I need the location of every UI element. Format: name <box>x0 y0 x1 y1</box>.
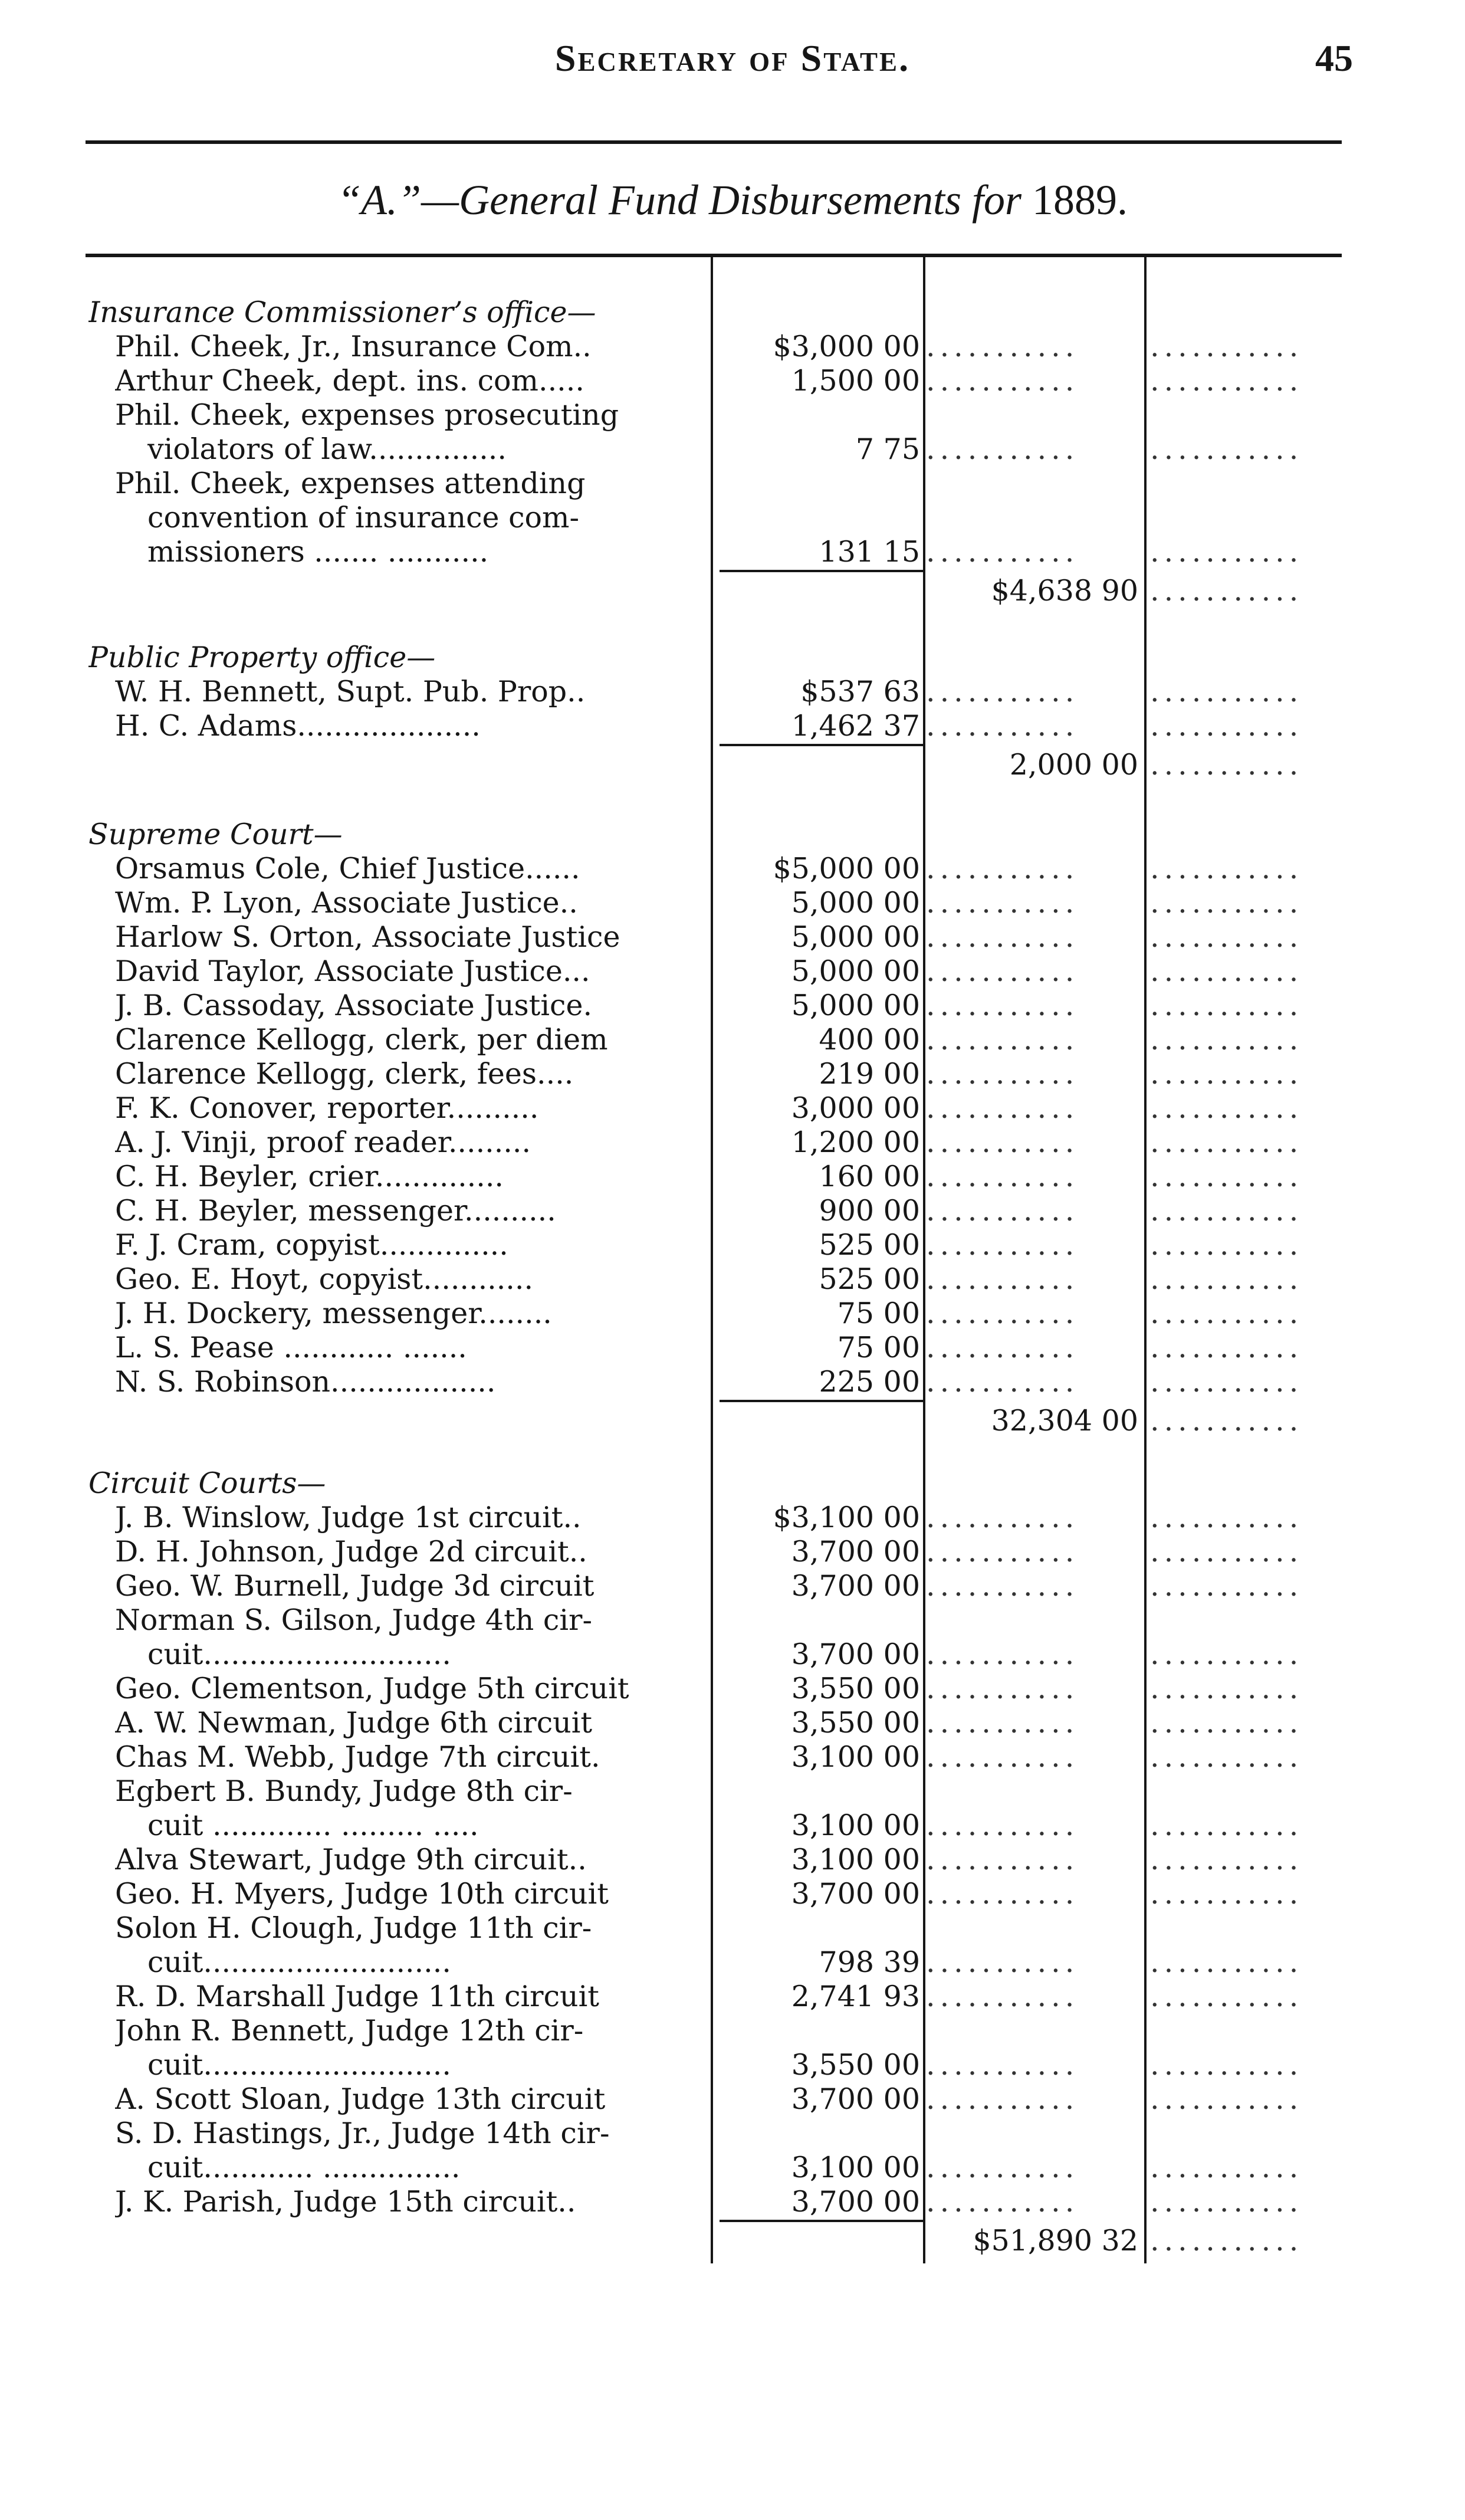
page-number: 45 <box>1315 37 1353 79</box>
leader-dots: ........... <box>1150 1262 1303 1296</box>
section-total: $51,890 32 <box>973 2224 1138 2258</box>
leader-dots: ........... <box>1150 748 1303 782</box>
section-heading: Circuit Courts— <box>88 1466 326 1500</box>
subtotal-rule <box>720 570 923 572</box>
line-item-amount: 3,700 00 <box>791 2185 920 2219</box>
line-item-description: cuit ............. ......... ..... <box>147 1809 479 1842</box>
line-item-description: missioners ....... ........... <box>147 535 489 569</box>
leader-dots: ........... <box>926 2151 1079 2184</box>
line-item-description: C. H. Beyler, messenger.......... <box>115 1194 556 1228</box>
leader-dots: ........... <box>1150 2151 1303 2184</box>
leader-dots: ........... <box>926 1877 1079 1911</box>
leader-dots: ........... <box>926 1194 1079 1228</box>
line-item-amount: 3,550 00 <box>791 1672 920 1705</box>
line-item-amount: 5,000 00 <box>791 920 920 954</box>
line-item-description: N. S. Robinson.................. <box>115 1365 496 1399</box>
leader-dots: ........... <box>926 1569 1079 1603</box>
leader-dots: ........... <box>1150 535 1303 569</box>
section-heading: Public Property office— <box>88 641 436 674</box>
line-item-description: R. D. Marshall Judge 11th circuit <box>115 1980 599 2013</box>
line-item-amount: 131 15 <box>819 535 920 569</box>
line-item-description: H. C. Adams.................... <box>115 709 481 743</box>
leader-dots: ........... <box>1150 1638 1303 1671</box>
line-item-amount: 75 00 <box>837 1331 920 1364</box>
leader-dots: ........... <box>926 989 1079 1022</box>
leader-dots: ........... <box>1150 2082 1303 2116</box>
leader-dots: ........... <box>1150 954 1303 988</box>
leader-dots: ........... <box>926 364 1079 398</box>
leader-dots: ........... <box>1150 1535 1303 1569</box>
line-item-description: Solon H. Clough, Judge 11th cir- <box>115 1911 592 1945</box>
line-item-description: cuit........................... <box>147 1945 451 1979</box>
leader-dots: ........... <box>1150 1194 1303 1228</box>
line-item-description: A. J. Vinji, proof reader......... <box>115 1126 531 1159</box>
caption-text: “A.”—General Fund Disbursements for <box>337 176 1032 224</box>
line-item-description: A. W. Newman, Judge 6th circuit <box>115 1706 593 1740</box>
leader-dots: ........... <box>926 1091 1079 1125</box>
leader-dots: ........... <box>1150 1980 1303 2013</box>
section-heading: Insurance Commissioner’s office— <box>88 296 596 329</box>
leader-dots: ........... <box>1150 330 1303 363</box>
line-item-amount: 7 75 <box>855 432 920 466</box>
line-item-description: Phil. Cheek, expenses attending <box>115 467 586 500</box>
leader-dots: ........... <box>1150 1809 1303 1842</box>
leader-dots: ........... <box>1150 2185 1303 2219</box>
column-rule <box>923 254 925 2263</box>
leader-dots: ........... <box>926 535 1079 569</box>
line-item-amount: 3,700 00 <box>791 1638 920 1671</box>
line-item-amount: 3,700 00 <box>791 1569 920 1603</box>
leader-dots: ........... <box>1150 1877 1303 1911</box>
line-item-description: D. H. Johnson, Judge 2d circuit.. <box>115 1535 587 1569</box>
leader-dots: ........... <box>1150 2224 1303 2258</box>
leader-dots: ........... <box>926 886 1079 920</box>
leader-dots: ........... <box>1150 1331 1303 1364</box>
line-item-description: Orsamus Cole, Chief Justice...... <box>115 852 580 885</box>
leader-dots: ........... <box>926 1331 1079 1364</box>
line-item-description: L. S. Pease ............ ....... <box>115 1331 467 1364</box>
line-item-amount: 5,000 00 <box>791 989 920 1022</box>
leader-dots: ........... <box>926 675 1079 708</box>
leader-dots: ........... <box>1150 432 1303 466</box>
line-item-description: Geo. W. Burnell, Judge 3d circuit <box>115 1569 594 1603</box>
line-item-amount: 3,100 00 <box>791 1809 920 1842</box>
line-item-description: Geo. Clementson, Judge 5th circuit <box>115 1672 629 1705</box>
leader-dots: ........... <box>926 1740 1079 1774</box>
line-item-description: violators of law............... <box>147 432 507 466</box>
line-item-description: Clarence Kellogg, clerk, fees.... <box>115 1057 574 1091</box>
line-item-description: Norman S. Gilson, Judge 4th cir- <box>115 1603 593 1637</box>
line-item-description: Geo. E. Hoyt, copyist............ <box>115 1262 534 1296</box>
line-item-description: cuit............ ............... <box>147 2151 461 2184</box>
line-item-amount: 525 00 <box>819 1228 920 1262</box>
line-item-description: Arthur Cheek, dept. ins. com..... <box>115 364 584 398</box>
line-item-amount: 3,100 00 <box>791 1740 920 1774</box>
line-item-amount: 3,550 00 <box>791 2048 920 2082</box>
leader-dots: ........... <box>926 330 1079 363</box>
line-item-amount: 225 00 <box>819 1365 920 1399</box>
line-item-description: A. Scott Sloan, Judge 13th circuit <box>115 2082 606 2116</box>
leader-dots: ........... <box>1150 1672 1303 1705</box>
line-item-description: Harlow S. Orton, Associate Justice <box>115 920 620 954</box>
leader-dots: ........... <box>926 1228 1079 1262</box>
leader-dots: ........... <box>1150 1569 1303 1603</box>
line-item-amount: 1,200 00 <box>791 1126 920 1159</box>
line-item-description: Alva Stewart, Judge 9th circuit.. <box>115 1843 587 1876</box>
line-item-amount: 3,100 00 <box>791 2151 920 2184</box>
leader-dots: ........... <box>1150 1843 1303 1876</box>
running-title: Secretary of State. <box>554 37 911 79</box>
leader-dots: ........... <box>1150 989 1303 1022</box>
line-item-description: Phil. Cheek, expenses prosecuting <box>115 398 619 432</box>
line-item-description: J. H. Dockery, messenger........ <box>115 1297 552 1330</box>
leader-dots: ........... <box>1150 1057 1303 1091</box>
section-total: $4,638 90 <box>991 574 1138 608</box>
leader-dots: ........... <box>1150 1160 1303 1193</box>
leader-dots: ........... <box>1150 675 1303 708</box>
line-item-amount: 5,000 00 <box>791 886 920 920</box>
leader-dots: ........... <box>1150 1126 1303 1159</box>
leader-dots: ........... <box>926 1297 1079 1330</box>
line-item-description: J. B. Winslow, Judge 1st circuit.. <box>115 1501 582 1534</box>
leader-dots: ........... <box>1150 364 1303 398</box>
leader-dots: ........... <box>1150 1404 1303 1438</box>
leader-dots: ........... <box>926 432 1079 466</box>
line-item-description: F. K. Conover, reporter.......... <box>115 1091 539 1125</box>
leader-dots: ........... <box>1150 1228 1303 1262</box>
leader-dots: ........... <box>1150 574 1303 608</box>
line-item-amount: 798 39 <box>819 1945 920 1979</box>
leader-dots: ........... <box>926 2185 1079 2219</box>
line-item-description: Geo. H. Myers, Judge 10th circuit <box>115 1877 609 1911</box>
line-item-amount: 75 00 <box>837 1297 920 1330</box>
section-total: 32,304 00 <box>991 1404 1138 1438</box>
leader-dots: ........... <box>926 1706 1079 1740</box>
subtotal-rule <box>720 2220 923 2222</box>
line-item-description: Chas M. Webb, Judge 7th circuit. <box>115 1740 600 1774</box>
line-item-description: F. J. Cram, copyist.............. <box>115 1228 508 1262</box>
leader-dots: ........... <box>926 1843 1079 1876</box>
leader-dots: ........... <box>1150 2048 1303 2082</box>
leader-dots: ........... <box>1150 709 1303 743</box>
line-item-amount: 5,000 00 <box>791 954 920 988</box>
leader-dots: ........... <box>926 1057 1079 1091</box>
leader-dots: ........... <box>926 2048 1079 2082</box>
line-item-amount: 3,700 00 <box>791 1877 920 1911</box>
leader-dots: ........... <box>1150 1945 1303 1979</box>
line-item-amount: 219 00 <box>819 1057 920 1091</box>
leader-dots: ........... <box>926 1980 1079 2013</box>
line-item-amount: 3,700 00 <box>791 1535 920 1569</box>
line-item-description: S. D. Hastings, Jr., Judge 14th cir- <box>115 2117 610 2150</box>
line-item-amount: 1,500 00 <box>791 364 920 398</box>
line-item-description: cuit........................... <box>147 1638 451 1671</box>
leader-dots: ........... <box>1150 1023 1303 1056</box>
line-item-description: J. K. Parish, Judge 15th circuit.. <box>115 2185 576 2219</box>
leader-dots: ........... <box>926 1023 1079 1056</box>
subtotal-rule <box>720 744 923 746</box>
line-item-amount: $3,100 00 <box>773 1501 920 1534</box>
line-item-amount: 900 00 <box>819 1194 920 1228</box>
line-item-amount: 3,000 00 <box>791 1091 920 1125</box>
leader-dots: ........... <box>1150 1706 1303 1740</box>
line-item-description: C. H. Beyler, crier.............. <box>115 1160 504 1193</box>
line-item-amount: 1,462 37 <box>791 709 920 743</box>
leader-dots: ........... <box>926 1672 1079 1705</box>
line-item-amount: $537 63 <box>800 675 920 708</box>
leader-dots: ........... <box>926 1535 1079 1569</box>
leader-dots: ........... <box>926 1365 1079 1399</box>
line-item-description: cuit........................... <box>147 2048 451 2082</box>
leader-dots: ........... <box>926 1501 1079 1534</box>
leader-dots: ........... <box>926 1809 1079 1842</box>
line-item-description: W. H. Bennett, Supt. Pub. Prop.. <box>115 675 586 708</box>
line-item-description: Wm. P. Lyon, Associate Justice.. <box>115 886 578 920</box>
line-item-amount: 3,700 00 <box>791 2082 920 2116</box>
line-item-amount: 525 00 <box>819 1262 920 1296</box>
section-heading: Supreme Court— <box>88 818 343 851</box>
leader-dots: ........... <box>1150 1297 1303 1330</box>
line-item-amount: 3,550 00 <box>791 1706 920 1740</box>
leader-dots: ........... <box>926 920 1079 954</box>
leader-dots: ........... <box>1150 886 1303 920</box>
section-total: 2,000 00 <box>1009 748 1138 782</box>
leader-dots: ........... <box>1150 852 1303 885</box>
leader-dots: ........... <box>926 852 1079 885</box>
leader-dots: ........... <box>1150 1740 1303 1774</box>
leader-dots: ........... <box>926 1945 1079 1979</box>
subtotal-rule <box>720 1400 923 1402</box>
leader-dots: ........... <box>1150 1365 1303 1399</box>
line-item-amount: 2,741 93 <box>791 1980 920 2013</box>
leader-dots: ........... <box>926 1126 1079 1159</box>
line-item-amount: $5,000 00 <box>773 852 920 885</box>
leader-dots: ........... <box>926 1638 1079 1671</box>
line-item-description: J. B. Cassoday, Associate Justice. <box>115 989 593 1022</box>
line-item-amount: $3,000 00 <box>773 330 920 363</box>
line-item-amount: 3,100 00 <box>791 1843 920 1876</box>
line-item-amount: 400 00 <box>819 1023 920 1056</box>
line-item-description: Clarence Kellogg, clerk, per diem <box>115 1023 608 1056</box>
leader-dots: ........... <box>1150 1501 1303 1534</box>
line-item-description: convention of insurance com- <box>147 501 580 534</box>
line-item-amount: 160 00 <box>819 1160 920 1193</box>
caption-year: 1889. <box>1032 176 1128 224</box>
leader-dots: ........... <box>926 2082 1079 2116</box>
column-rule <box>711 254 713 2263</box>
line-item-description: John R. Bennett, Judge 12th cir- <box>115 2014 584 2048</box>
leader-dots: ........... <box>1150 920 1303 954</box>
leader-dots: ........... <box>926 1262 1079 1296</box>
line-item-description: David Taylor, Associate Justice... <box>115 954 590 988</box>
line-item-description: Egbert B. Bundy, Judge 8th cir- <box>115 1774 573 1808</box>
leader-dots: ........... <box>926 1160 1079 1193</box>
line-item-description: Phil. Cheek, Jr., Insurance Com.. <box>115 330 592 363</box>
leader-dots: ........... <box>1150 1091 1303 1125</box>
leader-dots: ........... <box>926 954 1079 988</box>
column-rule <box>1144 254 1147 2263</box>
leader-dots: ........... <box>926 709 1079 743</box>
